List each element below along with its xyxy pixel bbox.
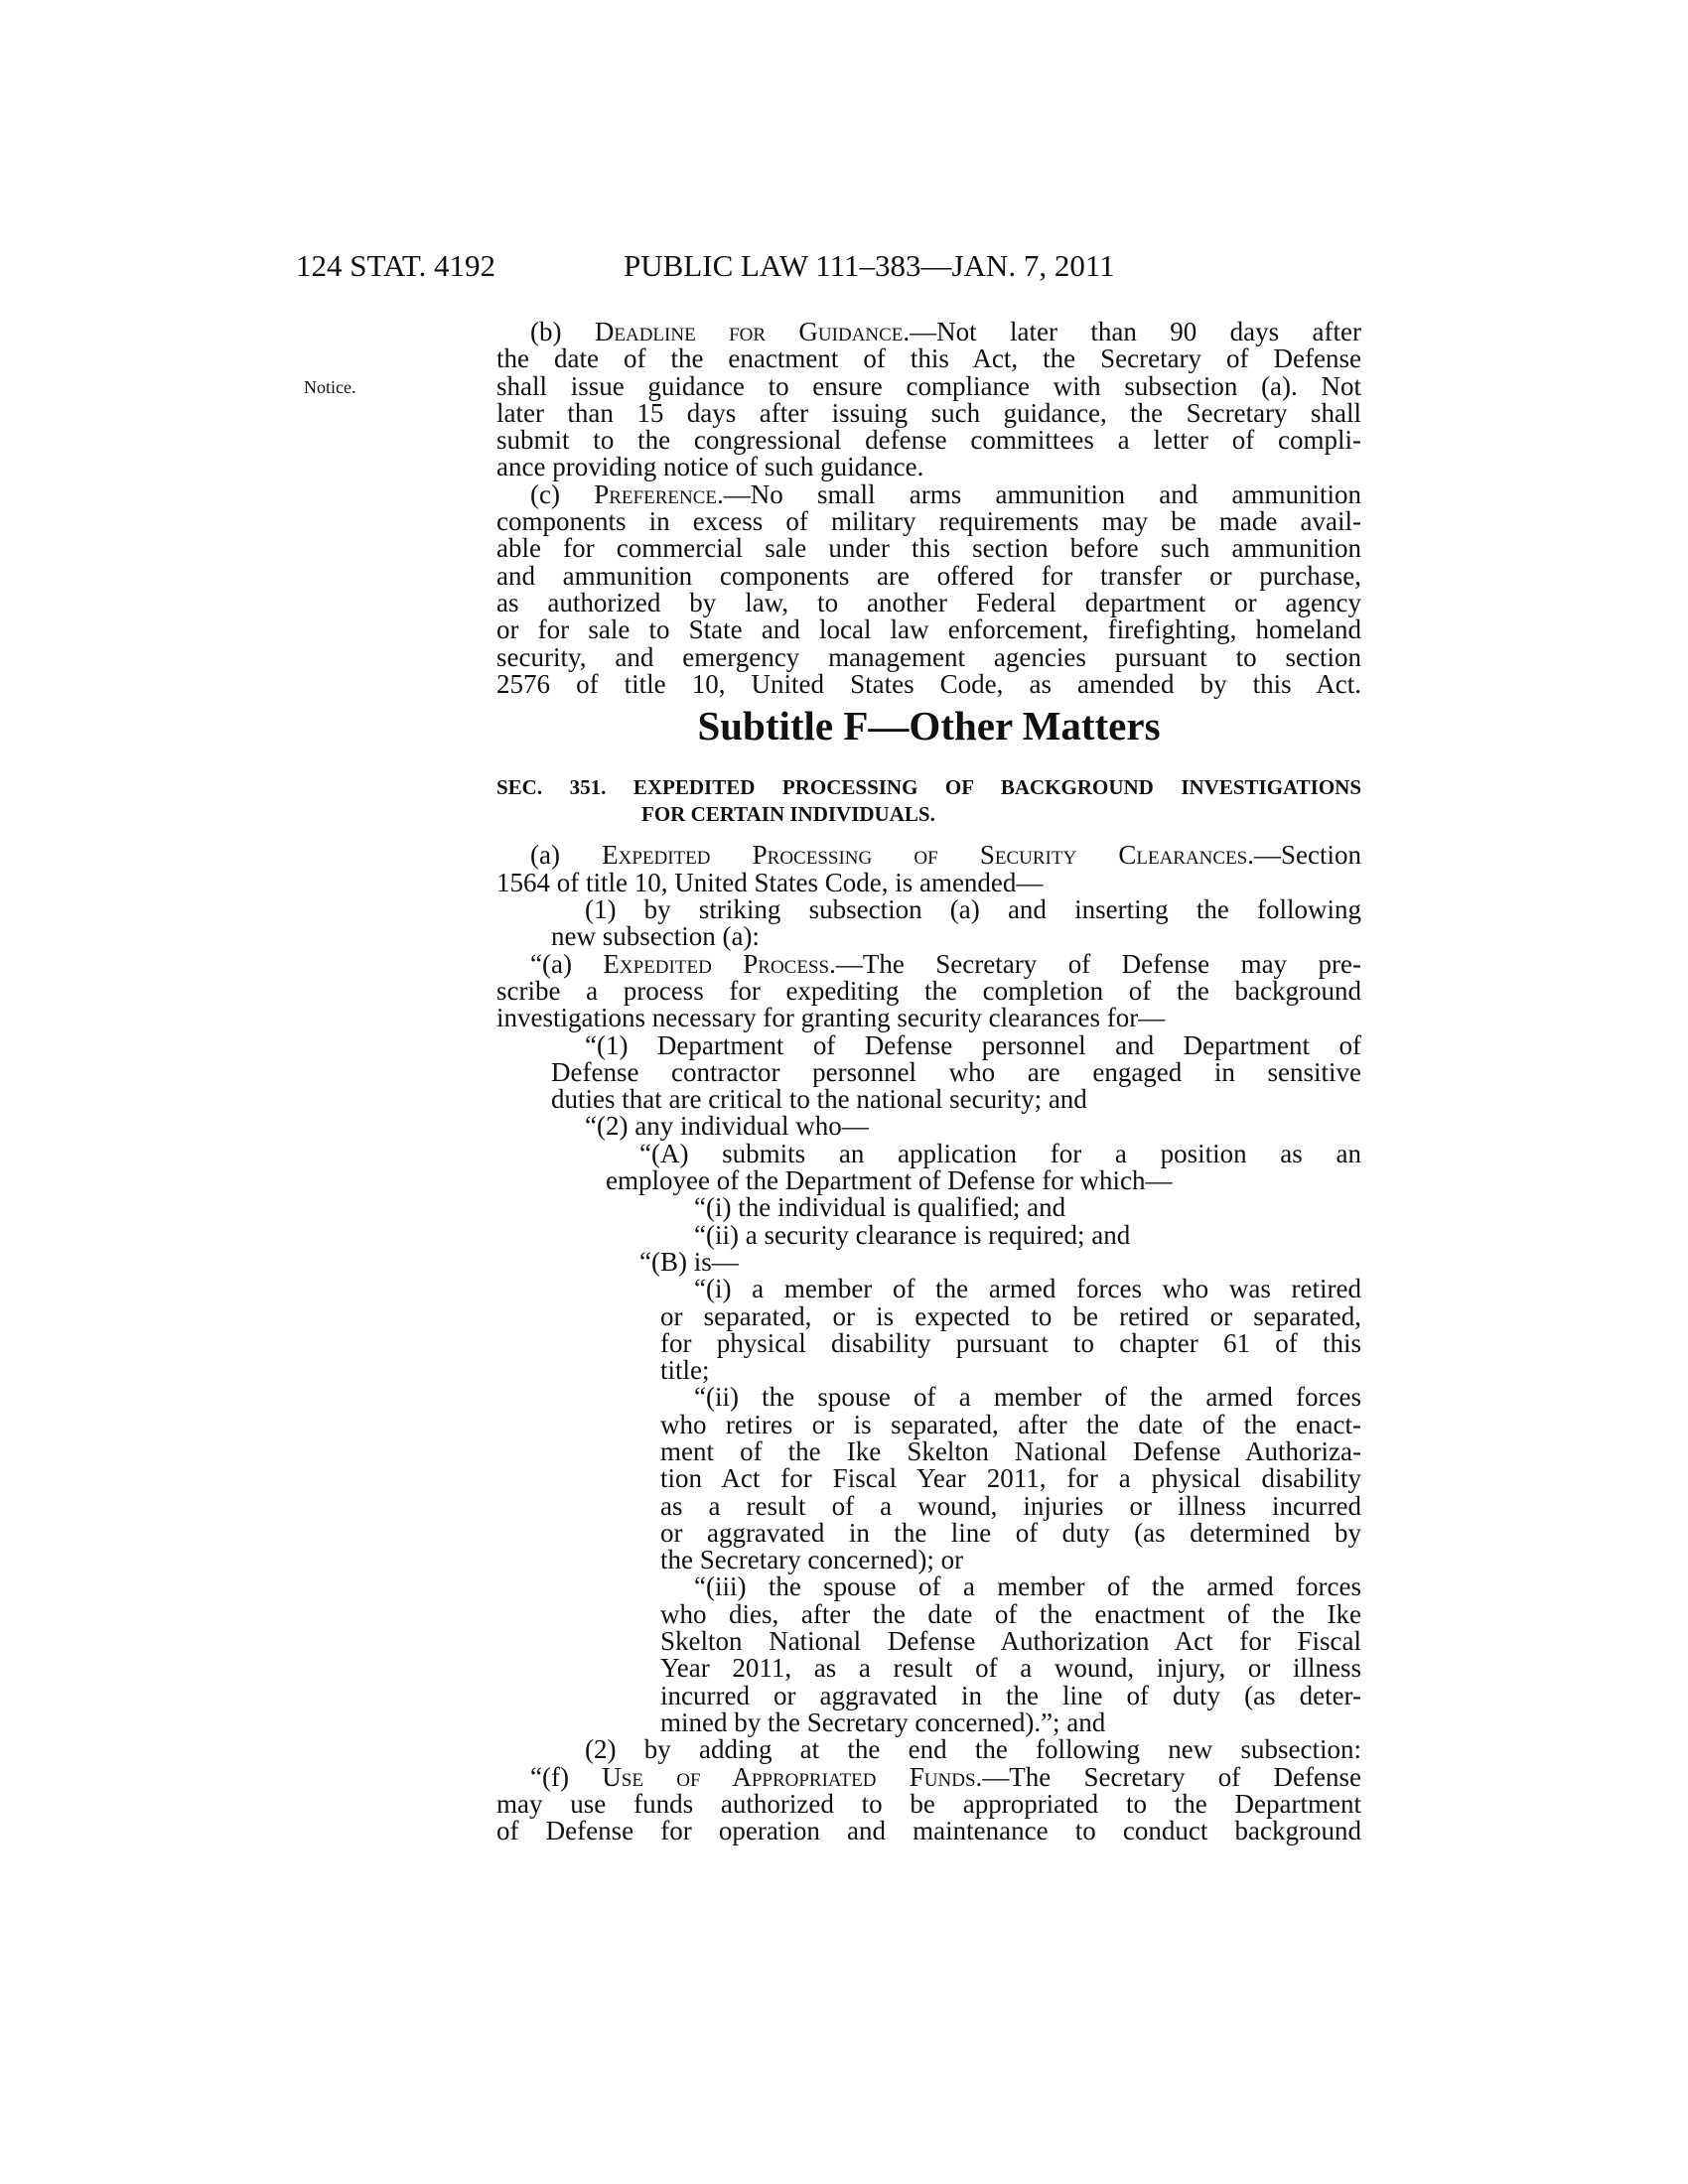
paragraph-heading: Use of Appropriated Funds — [602, 1761, 976, 1792]
text-line: 2576 of title 10, United States Code, as amended by this Act. — [496, 668, 1361, 699]
paragraph-c — [496, 478, 1361, 699]
section-heading-line2: FOR CERTAIN INDIVIDUALS. — [641, 802, 935, 827]
subtitle-heading: Subtitle F—Other Matters — [697, 703, 1161, 750]
text-line: ment of the Ike Skelton National Defense Authoriza- — [660, 1435, 1361, 1466]
text-line: “(f) Use of Appropriated Funds.—The Secretary of Defense — [530, 1761, 1362, 1792]
text-line: (1) by striking subsection (a) and inserting the following — [585, 894, 1361, 925]
quoted-item-B-i — [496, 1276, 1361, 1384]
text-line: incurred or aggravated in the line of duty (as deter- — [660, 1680, 1361, 1710]
text-line: mined by the Secretary concerned).”; and — [660, 1706, 1106, 1737]
text-line: submit to the congressional defense committees a letter of compli- — [496, 425, 1361, 456]
text-line: or for sale to State and local law enforcement, firefighting, homeland — [496, 614, 1361, 645]
running-head: PUBLIC LAW 111–383—JAN. 7, 2011 — [624, 248, 1115, 283]
text-line: scribe a process for expediting the completion of the background — [496, 975, 1361, 1006]
text-line: who dies, after the date of the enactment of the Ike — [660, 1598, 1361, 1629]
document-body — [496, 319, 1361, 1844]
text-line: as a result of a wound, injuries or illness incurred — [660, 1490, 1361, 1521]
stat-page-number: 124 STAT. 4192 — [296, 248, 496, 283]
paragraph-heading: Expedited Process — [603, 948, 830, 979]
text-line: security, and emergency management agencies pursuant to section — [496, 641, 1361, 672]
text-line: may use funds authorized to be appropriated to the Department — [496, 1788, 1361, 1819]
text-line: “(iii) the spouse of a member of the armed forces — [694, 1571, 1361, 1602]
paragraph-heading: Expedited Processing of Security Clearances — [602, 840, 1248, 871]
text-line: Skelton National Defense Authorization Act for Fiscal — [660, 1626, 1361, 1657]
text-line: the date of the enactment of this Act, the Secretary of Defense — [496, 343, 1361, 374]
quoted-item-2: “(2) any individual who— — [585, 1111, 869, 1142]
text-line: investigations necessary for granting security clearances for— — [496, 1003, 1166, 1033]
section-heading-line1: SEC. 351. EXPEDITED PROCESSING OF BACKGROUND INVESTIGATIONS — [496, 775, 1361, 800]
text-line: and ammunition components are offered for transfer or purchase, — [496, 560, 1361, 591]
text-line: ance providing notice of such guidance. — [496, 452, 924, 482]
text-line: the Secretary concerned); or — [660, 1545, 964, 1575]
text-line: (b) Deadline for Guidance.—Not later than 90 days after — [530, 317, 1362, 346]
text-line: of Defense for operation and maintenance to conduct background — [496, 1816, 1361, 1846]
quoted-item-A — [496, 1138, 1361, 1196]
text-line: 1564 of title 10, United States Code, is amended— — [496, 867, 1044, 897]
text-line: as authorized by law, to another Federal department or agency — [496, 587, 1361, 617]
item-2: (2) by adding at the end the following new subsection: — [585, 1734, 1361, 1765]
text-line: who retires or is separated, after the date of the enact- — [660, 1409, 1361, 1439]
quoted-item-A-i: “(i) the individual is qualified; and — [694, 1192, 1066, 1223]
text-line: title; — [660, 1355, 710, 1386]
text-line: “(A) submits an application for a position as an — [639, 1138, 1361, 1168]
page-header — [296, 248, 1368, 288]
text-line: “(i) a member of the armed forces who was retired — [694, 1274, 1361, 1304]
margin-note: Notice. — [304, 377, 356, 397]
quoted-item-B-iii — [496, 1573, 1361, 1736]
text-line: (c) Preference.—No small arms ammunition and ammunition — [530, 478, 1361, 509]
text-line: Year 2011, as a result of a wound, injury, or illness — [660, 1653, 1361, 1684]
text-line: duties that are critical to the national security; and — [551, 1084, 1087, 1115]
paragraph-heading: Preference — [594, 478, 717, 509]
text-line: “(1) Department of Defense personnel and Department of — [585, 1029, 1361, 1060]
text-line: “(ii) the spouse of a member of the armed forces — [694, 1382, 1361, 1413]
text-line: shall issue guidance to ensure compliance with subsection (a). Not — [496, 370, 1361, 401]
quoted-item-B: “(B) is— — [639, 1246, 739, 1277]
text-line: (a) Expedited Processing of Security Clearances.—Section — [530, 840, 1361, 871]
text-line: later than 15 days after issuing such guidance, the Secretary shall — [496, 397, 1361, 428]
item-1 — [496, 896, 1361, 951]
text-line: tion Act for Fiscal Year 2011, for a physical disability — [660, 1463, 1361, 1494]
text-line: or aggravated in the line of duty (as determined by — [660, 1517, 1361, 1548]
text-line: able for commercial sale under this section before such ammunition — [496, 533, 1361, 564]
text-line: new subsection (a): — [551, 921, 760, 952]
text-line: or separated, or is expected to be retired or separated, — [660, 1300, 1361, 1331]
text-line: Defense contractor personnel who are engaged in sensitive — [551, 1056, 1361, 1087]
text-line: components in excess of military requirements may be made avail- — [496, 506, 1361, 537]
quoted-subsection-a — [496, 948, 1361, 1033]
paragraph-heading: Deadline for Guidance — [594, 317, 904, 346]
section-heading — [496, 774, 1361, 828]
quoted-item-B-ii — [496, 1384, 1361, 1573]
text-line: for physical disability pursuant to chapter 61 of this — [660, 1327, 1361, 1358]
quoted-item-1 — [496, 1029, 1361, 1115]
text-line: “(a) Expedited Process.—The Secretary of Defense may pre- — [530, 948, 1361, 979]
paragraph-sec-a — [496, 842, 1361, 896]
paragraph-b — [496, 319, 1361, 481]
quoted-subsection-f — [496, 1761, 1362, 1846]
quoted-item-A-ii: “(ii) a security clearance is required; and — [694, 1219, 1131, 1250]
text-line: employee of the Department of Defense for which— — [606, 1165, 1173, 1196]
